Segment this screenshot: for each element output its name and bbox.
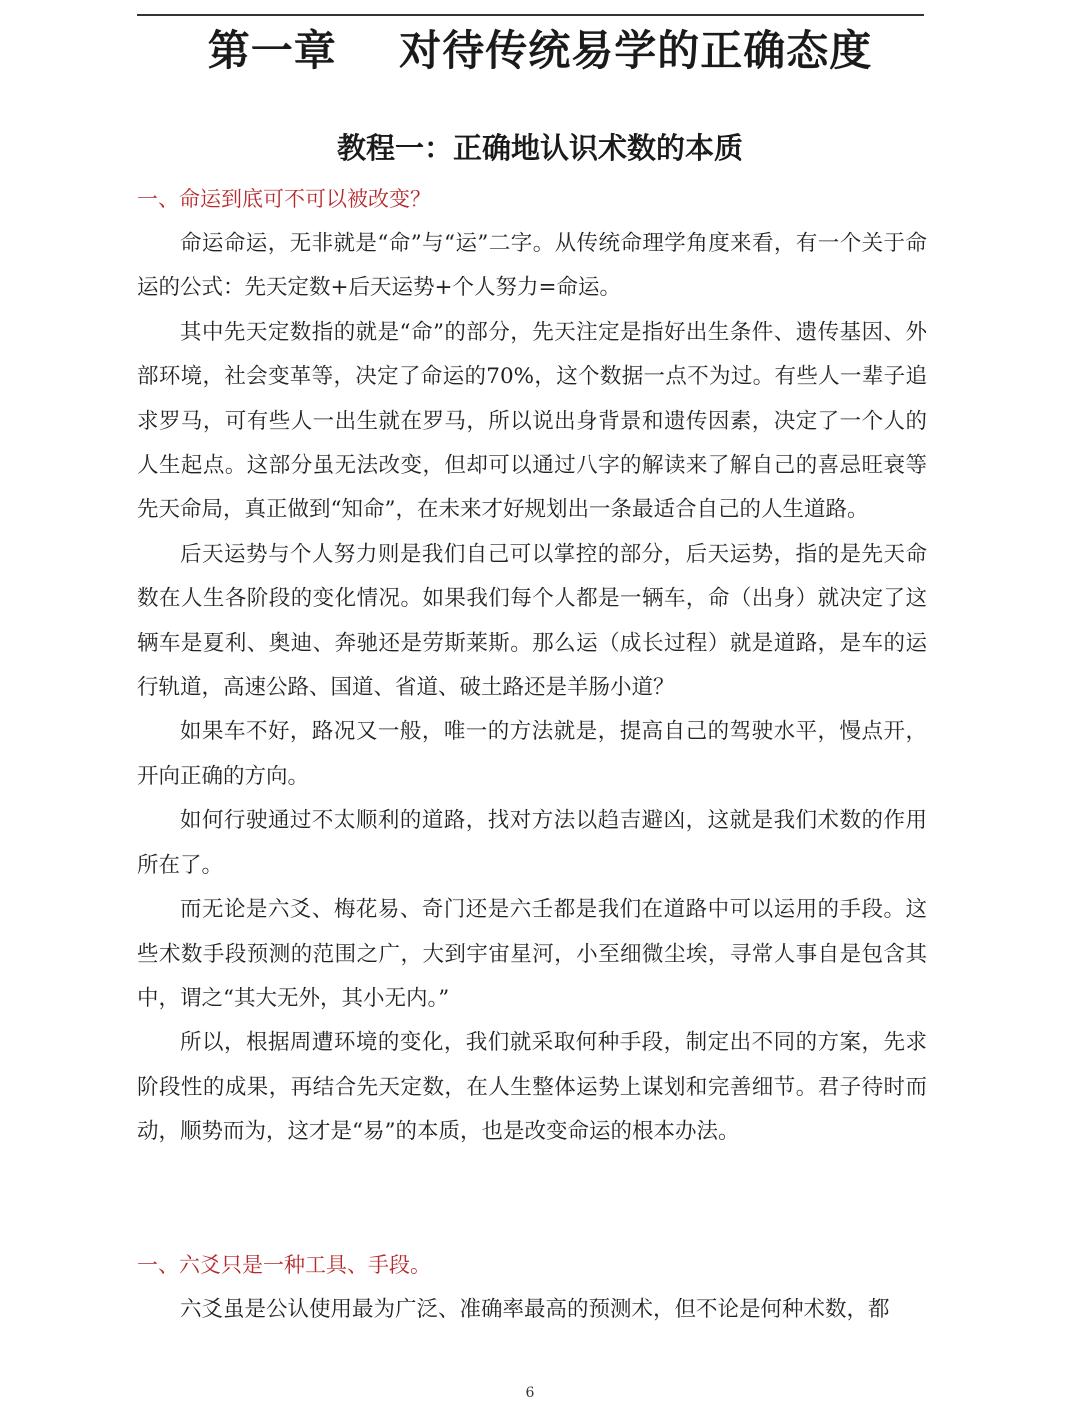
- paragraph: 而无论是六爻、梅花易、奇门还是六壬都是我们在道路中可以运用的手段。这些术数手段预测的范围之广，大到宇宙星河，小至细微尘埃，寻常人事自是包含其中，谓之“其大无外，其小无内。”: [137, 897, 927, 1011]
- paragraph: 如果车不好，路况又一般，唯一的方法就是，提高自己的驾驶水平，慢点开，开向正确的方向。: [137, 719, 927, 789]
- paragraph: 所以，根据周遭环境的变化，我们就采取何种手段，制定出不同的方案，先求阶段性的成果，再结合先天定数，在人生整体运势上谋划和完善细节。君子待时而动，顺势而为，这才是“易”的本质，也是改变命运的根本办法。: [137, 1030, 927, 1145]
- section-heading-2: [137, 1250, 927, 1280]
- section-title: 六爻只是一种工具、手段。: [179, 1253, 431, 1277]
- paragraph: 命运命运，无非就是“命”与“运”二字。从传统命理学角度来看，有一个关于命运的公式：先天定数+后天运势+个人努力=命运。: [137, 231, 927, 301]
- section-number: 一、: [137, 1253, 179, 1277]
- section-heading-1: [137, 184, 927, 214]
- lesson-title: 教程一：正确地认识术数的本质: [336, 131, 743, 165]
- chapter-title: 第一章 对待传统易学的正确态度: [207, 26, 873, 75]
- paragraph: 后天运势与个人努力则是我们自己可以掌控的部分，后天运势，指的是先天命数在人生各阶段的变化情况。如果我们每个人都是一辆车，命（出身）就决定了这辆车是夏利、奥迪、奔驰还是劳斯莱斯。那么运（成长过程）就是道路，是车的运行轨道，高速公路、国道、省道、破土路还是羊肠小道？: [137, 541, 927, 701]
- header-rule: [137, 14, 924, 16]
- paragraph: 六爻虽是公认使用最为广泛、准确率最高的预测术，但不论是何种术数，都: [180, 1297, 890, 1322]
- section-title: 命运到底可不可以被改变？: [179, 187, 431, 211]
- section-number: 一、: [137, 187, 179, 211]
- page-number: 6: [525, 1385, 535, 1401]
- paragraph: 如何行驶通过不太顺利的道路，找对方法以趋吉避凶，这就是我们术数的作用所在了。: [137, 808, 927, 878]
- body-text: [137, 222, 927, 1155]
- paragraph: 其中先天定数指的就是“命”的部分，先天注定是指好出生条件、遗传基因、外部环境，社会变革等，决定了命运的70%，这个数据一点不为过。有些人一辈子追求罗马，可有些人一出生就在罗马，所以说出身背景和遗传因素，决定了一个人的人生起点。这部分虽无法改变，但却可以通过八字的解读来了解自己的喜忌旺衰等先天命局，真正做到“知命”，在未来才好规划出一条最适合自己的人生道路。: [137, 319, 927, 523]
